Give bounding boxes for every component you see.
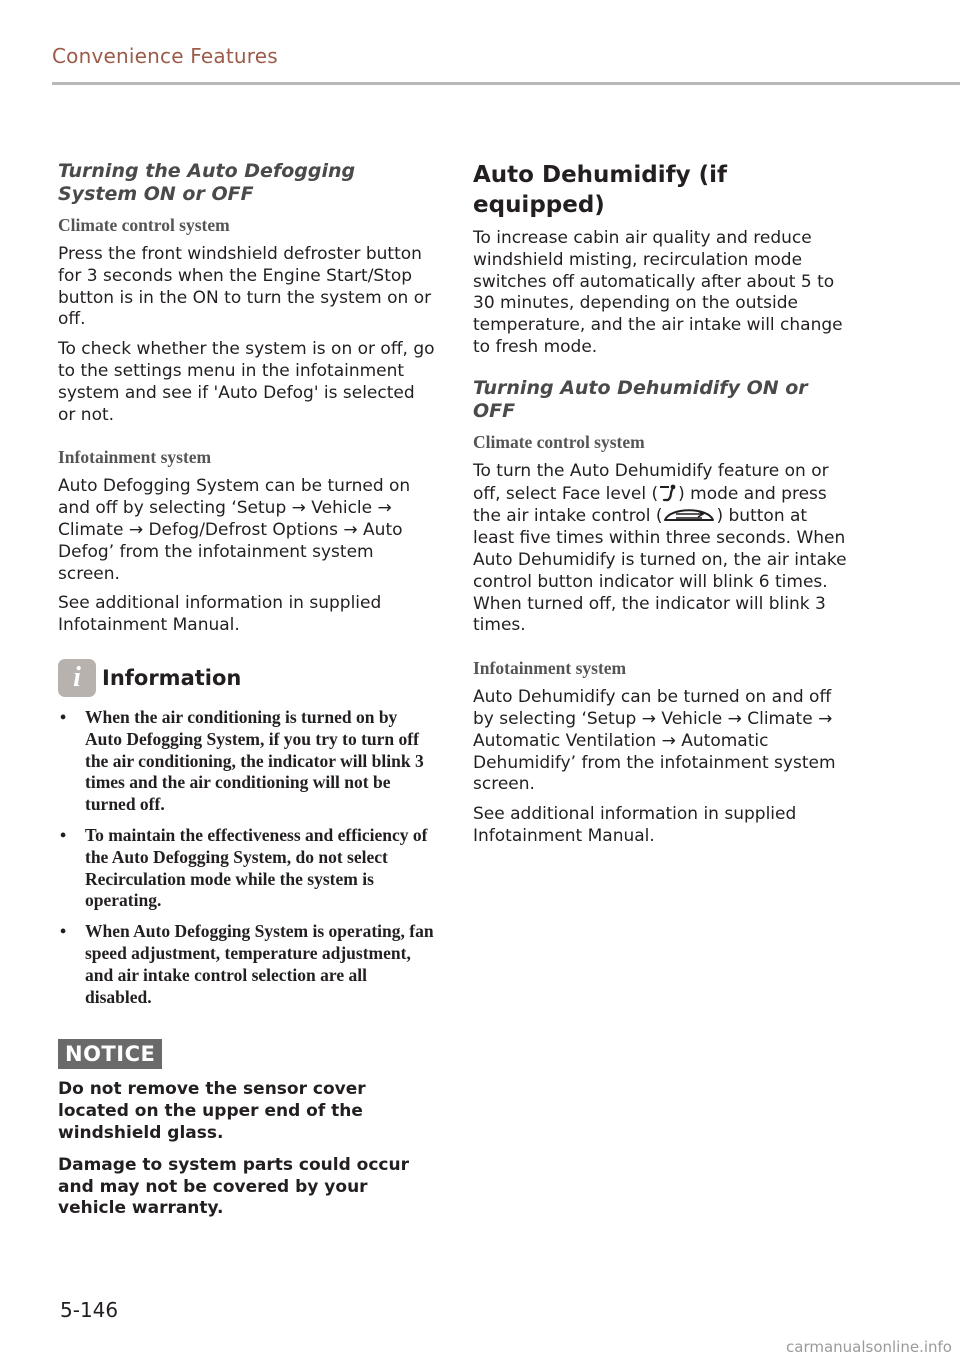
notice-badge: NOTICE	[58, 1039, 162, 1069]
climate-paragraph-2: To check whether the system is on or off, go to the settings menu in the infotainment system and see if 'Auto Defog' is selected or not.	[58, 339, 435, 425]
bullet: •	[60, 824, 67, 845]
climate-instructions: To turn the Auto Dehumidify feature on or off, select Face level ( ) mode and press the air intake control ( ) button at least five times within three seconds. When Auto Dehumidify is turned on, the air intake control button indicator will blink 6 times. When turned off, the indicator will blink 3 times.	[473, 460, 847, 636]
information-header	[58, 659, 436, 697]
right-column	[473, 160, 853, 856]
infotainment-paragraph-2: See additional information in supplied Infotainment Manual.	[473, 804, 797, 846]
infotainment-paragraph-1: Auto Dehumidify can be turned on and off by selecting ‘Setup → Vehicle → Climate → Automatic Ventilation → Automatic Dehumidify’ from the infotainment system screen.	[473, 687, 836, 795]
information-list	[58, 707, 436, 1008]
header-divider	[52, 82, 960, 85]
information-icon: i	[58, 659, 96, 697]
information-item: • When Auto Defogging System is operating, fan speed adjustment, temperature adjustment, and air intake control selection are all disabled.	[60, 921, 434, 1007]
watermark: carmanualsonline.info	[786, 1338, 952, 1356]
information-item: • When the air conditioning is turned on by Auto Defogging System, if you try to turn off the air conditioning, the indicator will blink 3 times and the air conditioning will not be turned off.	[60, 706, 424, 815]
auto-dehumidify-heading: Auto Dehumidify (if equipped)	[473, 162, 728, 218]
information-item: • To maintain the effectiveness and efficiency of the Auto Defogging System, do not select Recirculation mode while the system is operating.	[60, 824, 428, 911]
climate-control-heading: Climate control system	[473, 431, 645, 452]
face-level-icon	[658, 483, 678, 503]
information-title: Information	[102, 665, 242, 690]
bullet: •	[60, 921, 67, 942]
section-title: Convenience Features	[52, 44, 278, 68]
infotainment-paragraph-1: Auto Defogging System can be turned on and off by selecting ‘Setup → Vehicle → Climate → Defog/Defrost Options → Auto Defog’ from the infotainment system screen.	[58, 476, 411, 584]
infotainment-heading: Infotainment system	[58, 447, 212, 468]
left-column	[58, 160, 436, 1230]
page-number: 5-146	[60, 1298, 119, 1322]
notice-paragraph-1: Do not remove the sensor cover located on the upper end of the windshield glass.	[58, 1079, 366, 1143]
auto-defog-heading: Turning the Auto Defogging System ON or OFF	[58, 160, 356, 205]
infotainment-heading: Infotainment system	[473, 658, 627, 679]
climate-paragraph-1: Press the front windshield defroster button for 3 seconds when the Engine Start/Stop button is in the ON to turn the system on or off.	[58, 244, 432, 330]
climate-control-heading: Climate control system	[58, 215, 230, 235]
air-intake-icon	[662, 505, 716, 525]
notice-paragraph-2: Damage to system parts could occur and may not be covered by your vehicle warranty.	[58, 1154, 409, 1219]
bullet: •	[60, 706, 67, 727]
infotainment-paragraph-2: See additional information in supplied Infotainment Manual.	[58, 593, 382, 636]
auto-dehumidify-intro: To increase cabin air quality and reduce windshield misting, recirculation mode switches off automatically after about 5 to 30 minutes, depending on the outside temperature, and the air intake will change to fresh mode.	[473, 228, 843, 357]
dehumidify-toggle-heading: Turning Auto Dehumidify ON or OFF	[473, 376, 808, 422]
